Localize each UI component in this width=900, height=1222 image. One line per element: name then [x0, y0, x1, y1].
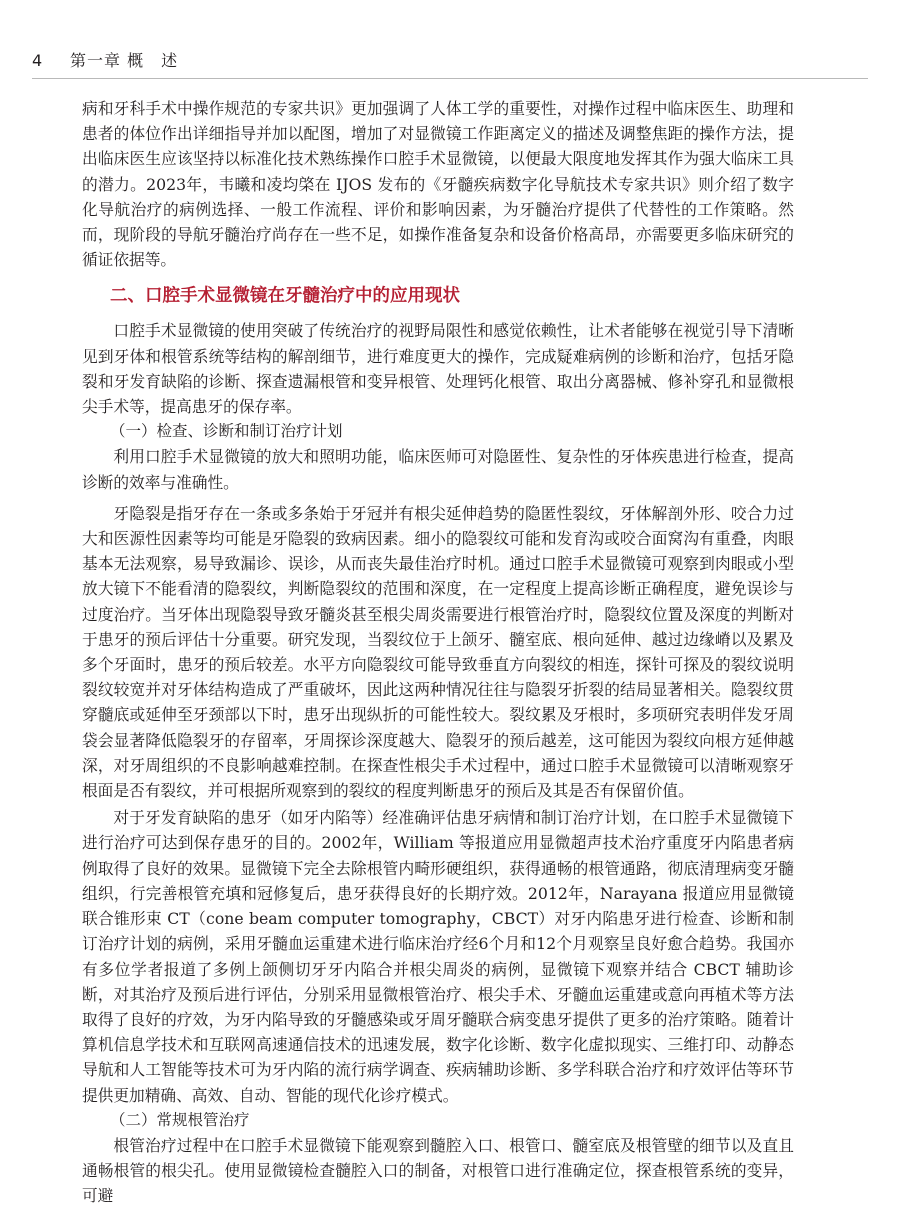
main-text — [82, 96, 794, 1209]
subsection-heading-exam: （一）检查、诊断和制订治疗计划 — [110, 422, 343, 441]
paragraph-crack: 牙隐裂是指牙存在一条或多条始于牙冠并有根尖延伸趋势的隐匿性裂纹，牙体解剖外形、咬合力过大和医源性因素等均可能是牙隐裂的致病因素。细小的隐裂纹可能和发育沟或咬合面窝沟有重叠，肉眼基本无法观察，易导致漏诊、误诊，从而丧失最佳治疗时机。通过口腔手术显微镜可观察到肉眼或小型放大镜下不能看清的隐裂纹，判断隐裂纹的范围和深度，在一定程度上提高诊断正确程度，避免误诊与过度治疗。当牙体出现隐裂导致牙髓炎甚至根尖周炎需要进行根管治疗时，隐裂纹位置及深度的判断对于患牙的预后评估十分重要。研究发现，当裂纹位于上颌牙、髓室底、根向延伸、越过边缘嵴以及累及多个牙面时，患牙的预后较差。水平方向隐裂纹可能导致垂直方向裂纹的相连，探针可探及的裂纹说明裂纹较宽并对牙体结构造成了严重破坏，因此这两种情况往往与隐裂牙折裂的结局显著相关。隐裂纹贯穿髓底或延伸至牙颈部以下时，患牙出现纵折的可能性较大。裂纹累及牙根时，多项研究表明伴发牙周袋会显著降低隐裂牙的存留率，牙周探诊深度越大、隐裂牙的预后越差，这可能因为裂纹向根方延伸越深，对牙周组织的不良影响越难控制。在探查性根尖手术过程中，通过口腔手术显微镜可以清晰观察牙根面是否有裂纹，并可根据所观察到的裂纹的程度判断患牙的预后及其是否有保留价值。 — [82, 503, 794, 801]
header-divider — [32, 78, 868, 79]
paragraph-rct: 根管治疗过程中在口腔手术显微镜下能观察到髓腔入口、根管口、髓室底及根管壁的细节以及直且通畅根管的根尖孔。使用显微镜检查髓腔入口的制备，对根管口进行准确定位，探查根管系统的变异，可避 — [82, 1135, 794, 1206]
subsection-heading-rct: （二）常规根管治疗 — [110, 1110, 250, 1129]
section-heading: 二、口腔手术显微镜在牙髓治疗中的应用现状 — [110, 286, 460, 307]
running-header — [32, 48, 868, 71]
page-number: 4 — [32, 51, 43, 70]
paragraph-continuation: 病和牙科手术中操作规范的专家共识》更加强调了人体工学的重要性，对操作过程中临床医生、助理和患者的体位作出详细指导并加以配图，增加了对显微镜工作距离定义的描述及调整焦距的操作方法，提出临床医生应该坚持以标准化技术熟练操作口腔手术显微镜，以便最大限度地发挥其作为强大临床工具的潜力。2023年，韦曦和凌均棨在 IJOS 发布的《牙髓疾病数字化导航技术专家共识》则介绍了数字化导航治疗的病例选择、一般工作流程、评价和影响因素，为牙髓治疗提供了代替性的工作策略。然而，现阶段的导航牙髓治疗尚存在一些不足，如操作准备复杂和设备价格高昂，亦需要更多临床研究的循证依据等。 — [82, 99, 794, 270]
paragraph-exam: 利用口腔手术显微镜的放大和照明功能，临床医师可对隐匿性、复杂性的牙体疾患进行检查，提高诊断的效率与准确性。 — [82, 447, 794, 492]
paragraph-intro: 口腔手术显微镜的使用突破了传统治疗的视野局限性和感觉依赖性，让术者能够在视觉引导下清晰见到牙体和根管系统等结构的解剖细节，进行难度更大的操作，完成疑难病例的诊断和治疗，包括牙隐裂和牙发育缺陷的诊断、探查遗漏根管和变异根管、处理钙化根管、取出分离器械、修补穿孔和显微根尖手术等，提高患牙的保存率。 — [82, 321, 794, 417]
chapter-title: 第一章 概 述 — [70, 51, 179, 70]
paragraph-defect: 对于牙发育缺陷的患牙（如牙内陷等）经准确评估患牙病情和制订治疗计划，在口腔手术显微镜下进行治疗可达到保存患牙的目的。2002年，William 等报道应用显微超声技术治疗重度牙内陷患者病例取得了良好的效果。显微镜下完全去除根管内畸形硬组织，获得通畅的根管通路，彻底清理病变牙髓组织，行完善根管充填和冠修复后，患牙获得良好的长期疗效。2012年，Narayana 报道应用显微镜联合锥形束 CT（cone beam computer tomography，CBCT）对牙内陷患牙进行检查、诊断和制订治疗计划的病例，采用牙髓血运重建术进行临床治疗经6个月和12个月观察呈良好愈合趋势。我国亦有多位学者报道了多例上颌侧切牙牙内陷合并根尖周炎的病例，显微镜下观察并结合 CBCT 辅助诊断，对其治疗及预后进行评估，分别采用显微根管治疗、根尖手术、牙髓血运重建或意向再植术等方法取得了良好的疗效，为牙内陷导致的牙髓感染或牙周牙髓联合病变患牙提供了更多的治疗策略。随着计算机信息学技术和互联网高速通信技术的迅速发展，数字化诊断、数字化虚拟现实、三维打印、动静态导航和人工智能等技术可为牙内陷的流行病学调查、疾病辅助诊断、多学科联合治疗和疗效评估等环节提供更加精确、高效、自动、智能的现代化诊疗模式。 — [82, 808, 794, 1105]
